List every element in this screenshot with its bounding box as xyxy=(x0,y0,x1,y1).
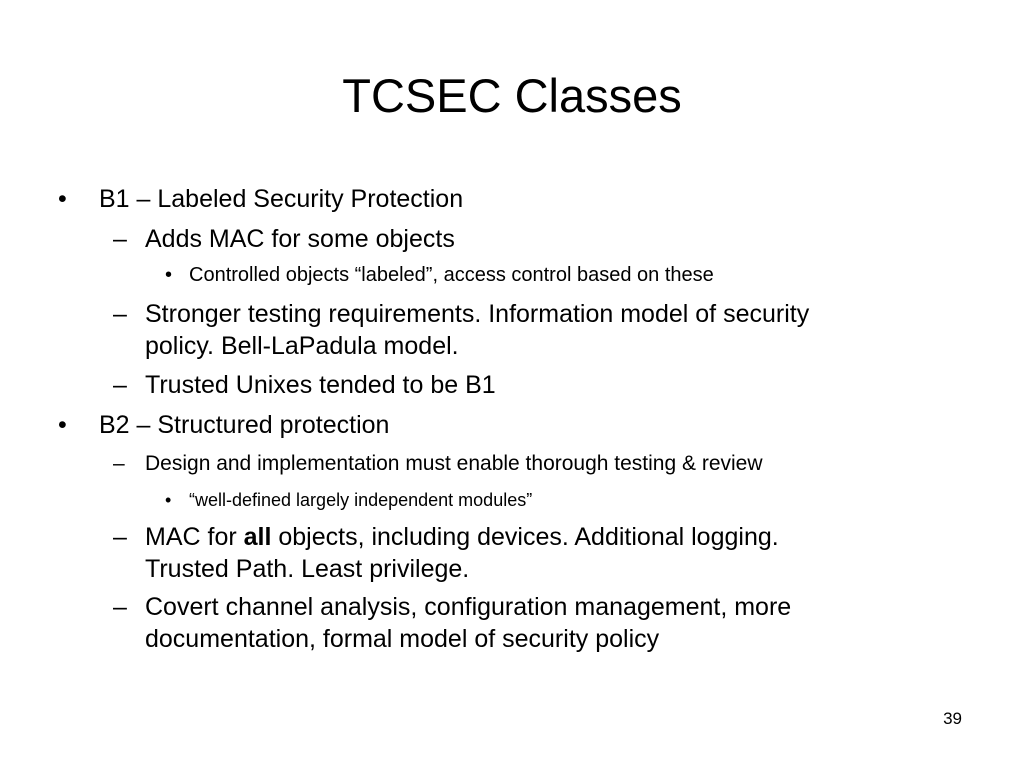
b2-sub-design-implementation: Design and implementation must enable thorough testing & review xyxy=(145,452,763,475)
dash-marker: – xyxy=(113,371,127,399)
dash-marker: – xyxy=(113,300,127,328)
dash-marker: – xyxy=(113,452,125,475)
b2-sub-covert-channel-line1: Covert channel analysis, configuration management, more xyxy=(145,593,792,621)
b1-sub-stronger-testing-line1: Stronger testing requirements. Information model of security xyxy=(145,300,810,328)
mac-all-bold: all xyxy=(243,523,272,551)
dash-marker: – xyxy=(113,225,127,253)
b1-sub-stronger-testing-line2: policy. Bell-LaPadula model. xyxy=(145,332,459,360)
b2-sub-covert-channel-line2: documentation, formal model of security policy xyxy=(145,625,660,653)
slide-title: TCSEC Classes xyxy=(342,69,682,122)
b2-sub-mac-all-line1 xyxy=(145,521,779,553)
dash-marker: – xyxy=(113,523,127,551)
b2-sub-mac-all-line2: Trusted Path. Least privilege. xyxy=(145,555,470,583)
bullet-marker: • xyxy=(58,185,67,213)
bullet-marker: • xyxy=(165,264,173,286)
bullet-marker: • xyxy=(165,490,172,510)
mac-all-prefix: MAC for xyxy=(145,523,244,551)
b2-sub-well-defined-modules: “well-defined largely independent modules” xyxy=(189,490,533,510)
bullet-b1: B1 – Labeled Security Protection xyxy=(99,185,464,213)
b1-sub-trusted-unixes: Trusted Unixes tended to be B1 xyxy=(145,371,496,399)
dash-marker: – xyxy=(113,593,127,621)
b1-sub-controlled-objects: Controlled objects “labeled”, access control based on these xyxy=(189,264,714,286)
bullet-marker: • xyxy=(58,411,67,439)
bullet-b2: B2 – Structured protection xyxy=(99,411,390,439)
page-number: 39 xyxy=(943,709,962,728)
mac-all-suffix: objects, including devices. Additional logging. xyxy=(271,523,779,551)
b1-sub-adds-mac: Adds MAC for some objects xyxy=(145,225,455,253)
